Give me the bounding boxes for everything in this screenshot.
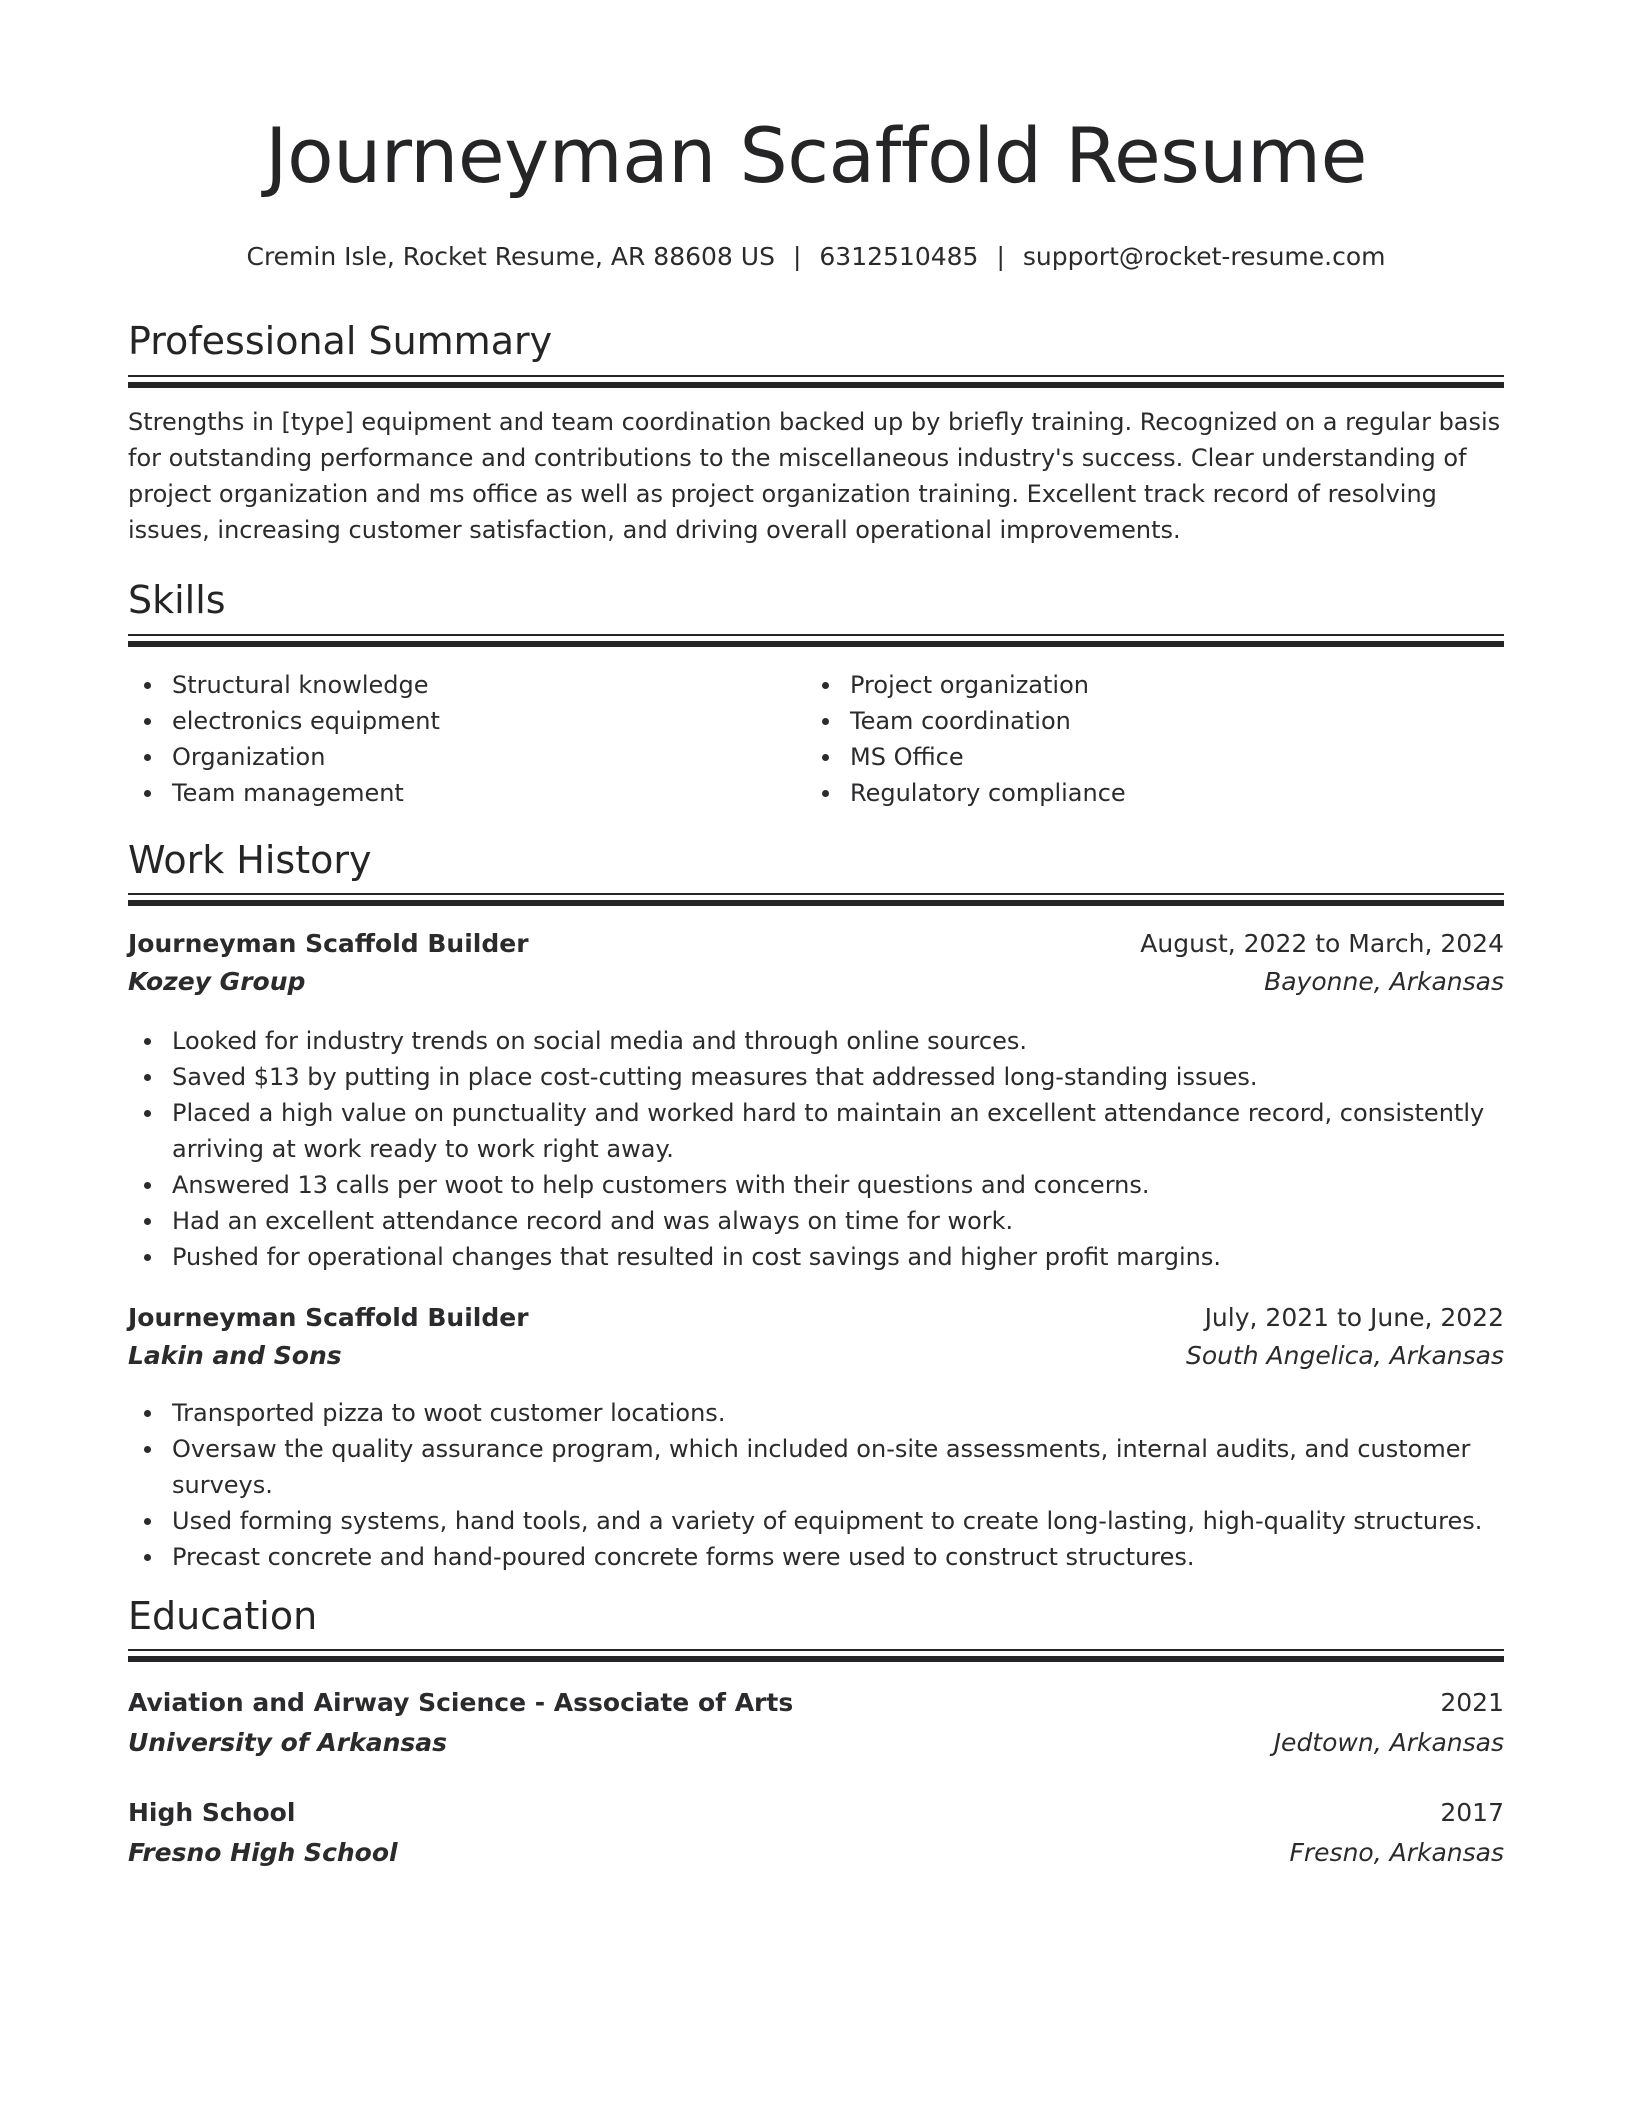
job-bullet: Used forming systems, hand tools, and a variety of equipment to create long-lasting, high-quality structures. (128, 1503, 1504, 1539)
skills-column-right (806, 667, 1466, 811)
contact-separator: | (996, 242, 1005, 271)
job-bullet: Transported pizza to woot customer locations. (128, 1395, 1504, 1431)
job-bullet: Pushed for operational changes that resulted in cost savings and higher profit margins. (128, 1239, 1504, 1275)
work-section (128, 838, 1504, 882)
education-location: Fresno, Arkansas (1289, 1838, 1504, 1867)
job-bullets (128, 1023, 1504, 1275)
skill-item: Team coordination (806, 703, 1466, 739)
contact-email: support@rocket-resume.com (1022, 242, 1386, 271)
contact-address: Cremin Isle, Rocket Resume, AR 88608 US (246, 242, 775, 271)
section-divider (128, 893, 1504, 906)
skill-item: MS Office (806, 739, 1466, 775)
contact-phone: 6312510485 (819, 242, 979, 271)
education-location: Jedtown, Arkansas (1273, 1728, 1504, 1757)
education-year: 2017 (1440, 1798, 1504, 1827)
education-section (128, 1594, 1504, 1638)
education-school: Fresno High School (128, 1838, 398, 1867)
job-dates: July, 2021 to June, 2022 (1204, 1303, 1504, 1332)
job-bullets (128, 1395, 1504, 1575)
job-bullet: Looked for industry trends on social media and through online sources. (128, 1023, 1504, 1059)
job-title: Journeyman Scaffold Builder (128, 1303, 529, 1332)
education-year: 2021 (1440, 1688, 1504, 1717)
skill-item: Project organization (806, 667, 1466, 703)
education-entry (128, 1688, 1504, 1768)
job-dates: August, 2022 to March, 2024 (1140, 929, 1504, 958)
job-bullet: Precast concrete and hand-poured concrete forms were used to construct structures. (128, 1539, 1504, 1575)
skill-item: Organization (128, 739, 788, 775)
job-bullet: Placed a high value on punctuality and worked hard to maintain an excellent attendance record, consistently arriving at work ready to work right away. (128, 1095, 1504, 1167)
education-degree: Aviation and Airway Science - Associate of Arts (128, 1688, 794, 1717)
resume-name: Journeyman Scaffold Resume (265, 111, 1367, 200)
skills-section (128, 578, 1504, 622)
section-divider (128, 1649, 1504, 1662)
job-entry (128, 929, 1504, 1275)
job-location: Bayonne, Arkansas (1264, 967, 1504, 996)
skill-item: Structural knowledge (128, 667, 788, 703)
job-bullet: Oversaw the quality assurance program, which included on-site assessments, internal audits, and customer surveys. (128, 1431, 1504, 1503)
section-title-work: Work History (128, 838, 372, 882)
skill-item: Team management (128, 775, 788, 811)
education-degree: High School (128, 1798, 296, 1827)
job-bullet: Saved $13 by putting in place cost-cutting measures that addressed long-standing issues. (128, 1059, 1504, 1095)
education-school: University of Arkansas (128, 1728, 448, 1757)
education-entry (128, 1798, 1504, 1878)
job-title: Journeyman Scaffold Builder (128, 929, 529, 958)
summary-section (128, 319, 1504, 363)
section-title-education: Education (128, 1594, 318, 1638)
job-entry (128, 1303, 1504, 1575)
section-divider (128, 375, 1504, 388)
job-bullet: Had an excellent attendance record and was always on time for work. (128, 1203, 1504, 1239)
summary-text: Strengths in [type] equipment and team coordination backed up by briefly training. Recognized on a regular basis for outstanding performance and contributions to the miscellaneous industry's success. Clear understanding of project organization and ms office as well as project organization training. Excellent track record of resolving issues, increasing customer satisfaction, and driving overall operational improvements. (128, 408, 1501, 544)
job-company: Kozey Group (128, 967, 306, 996)
job-location: South Angelica, Arkansas (1185, 1341, 1504, 1370)
section-title-skills: Skills (128, 578, 226, 622)
contact-line (128, 242, 1504, 271)
skill-item: Regulatory compliance (806, 775, 1466, 811)
section-title-summary: Professional Summary (128, 319, 553, 363)
skill-item: electronics equipment (128, 703, 788, 739)
job-bullet: Answered 13 calls per woot to help customers with their questions and concerns. (128, 1167, 1504, 1203)
section-divider (128, 634, 1504, 647)
skills-column-left (128, 667, 788, 811)
job-company: Lakin and Sons (128, 1341, 342, 1370)
contact-separator: | (792, 242, 802, 271)
